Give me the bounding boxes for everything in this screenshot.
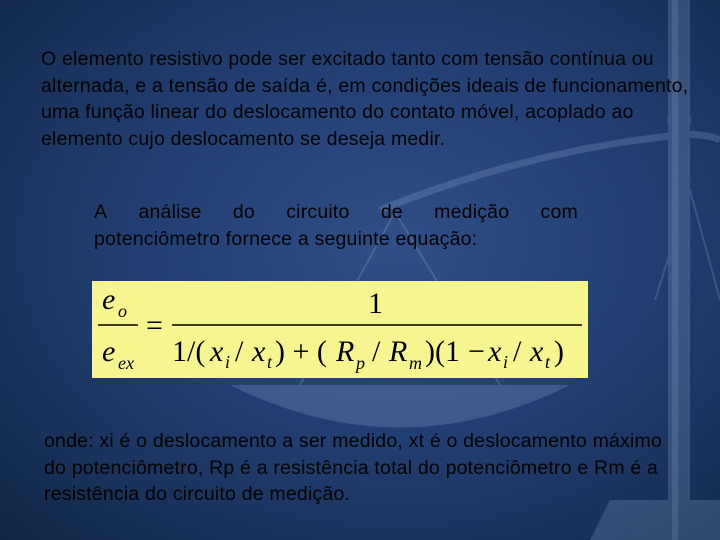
lhs-denominator: e	[102, 335, 116, 368]
svg-text:x: x	[488, 335, 502, 368]
svg-text:)(1: )(1	[425, 335, 460, 368]
rhs-denominator	[172, 335, 564, 373]
word: análise	[138, 201, 202, 223]
lhs-numerator-subscript: o	[118, 301, 127, 321]
word: A	[94, 201, 108, 223]
svg-text:x: x	[210, 335, 224, 368]
lhs-denominator-subscript: ex	[118, 353, 134, 373]
rhs-numerator: 1	[368, 287, 383, 320]
analysis-line-2: potenciômetro fornece a seguinte equação:	[94, 227, 478, 250]
lhs-numerator: e	[102, 283, 116, 316]
word: medição	[434, 201, 510, 223]
svg-text:/: /	[235, 335, 244, 368]
svg-text:i: i	[503, 352, 509, 372]
word: do	[232, 201, 255, 223]
intro-paragraph: O elemento resistivo pode ser excitado tanto com tensão contínua ou alternada, e a tensão de saída é, em condições ideais de funcionamento, uma função linear do deslocamento do contato móvel, acoplado ao elemento cujo deslocamento se deseja medir.	[41, 48, 689, 150]
svg-text:i: i	[225, 352, 231, 372]
svg-text:m: m	[409, 353, 422, 373]
word: circuito	[286, 201, 350, 223]
analysis-paragraph	[94, 199, 578, 252]
svg-text:R: R	[389, 335, 408, 368]
svg-text:x: x	[530, 335, 544, 368]
equals-sign: =	[146, 309, 163, 342]
analysis-line-1	[94, 199, 578, 226]
svg-text:t: t	[545, 352, 551, 372]
equation-svg	[92, 281, 588, 378]
equation-box	[92, 281, 588, 378]
svg-text:) + (: ) + (	[275, 335, 327, 368]
definitions-paragraph: onde: xi é o deslocamento a ser medido, xt é o deslocamento máximo do potenciômetro, Rp é a resistência total do potenciômetro e Rm é a resistência do circuito de medição.	[44, 430, 663, 505]
svg-text:R: R	[336, 335, 355, 368]
svg-text:/: /	[372, 335, 381, 368]
word: com	[540, 201, 578, 223]
svg-text:): )	[554, 335, 564, 368]
svg-text:x: x	[252, 335, 266, 368]
svg-text:t: t	[267, 352, 273, 372]
svg-text:−: −	[468, 335, 485, 368]
word: de	[380, 201, 403, 223]
svg-text:p: p	[356, 353, 365, 373]
svg-text:/: /	[513, 335, 522, 368]
svg-text:1/(: 1/(	[172, 335, 206, 368]
